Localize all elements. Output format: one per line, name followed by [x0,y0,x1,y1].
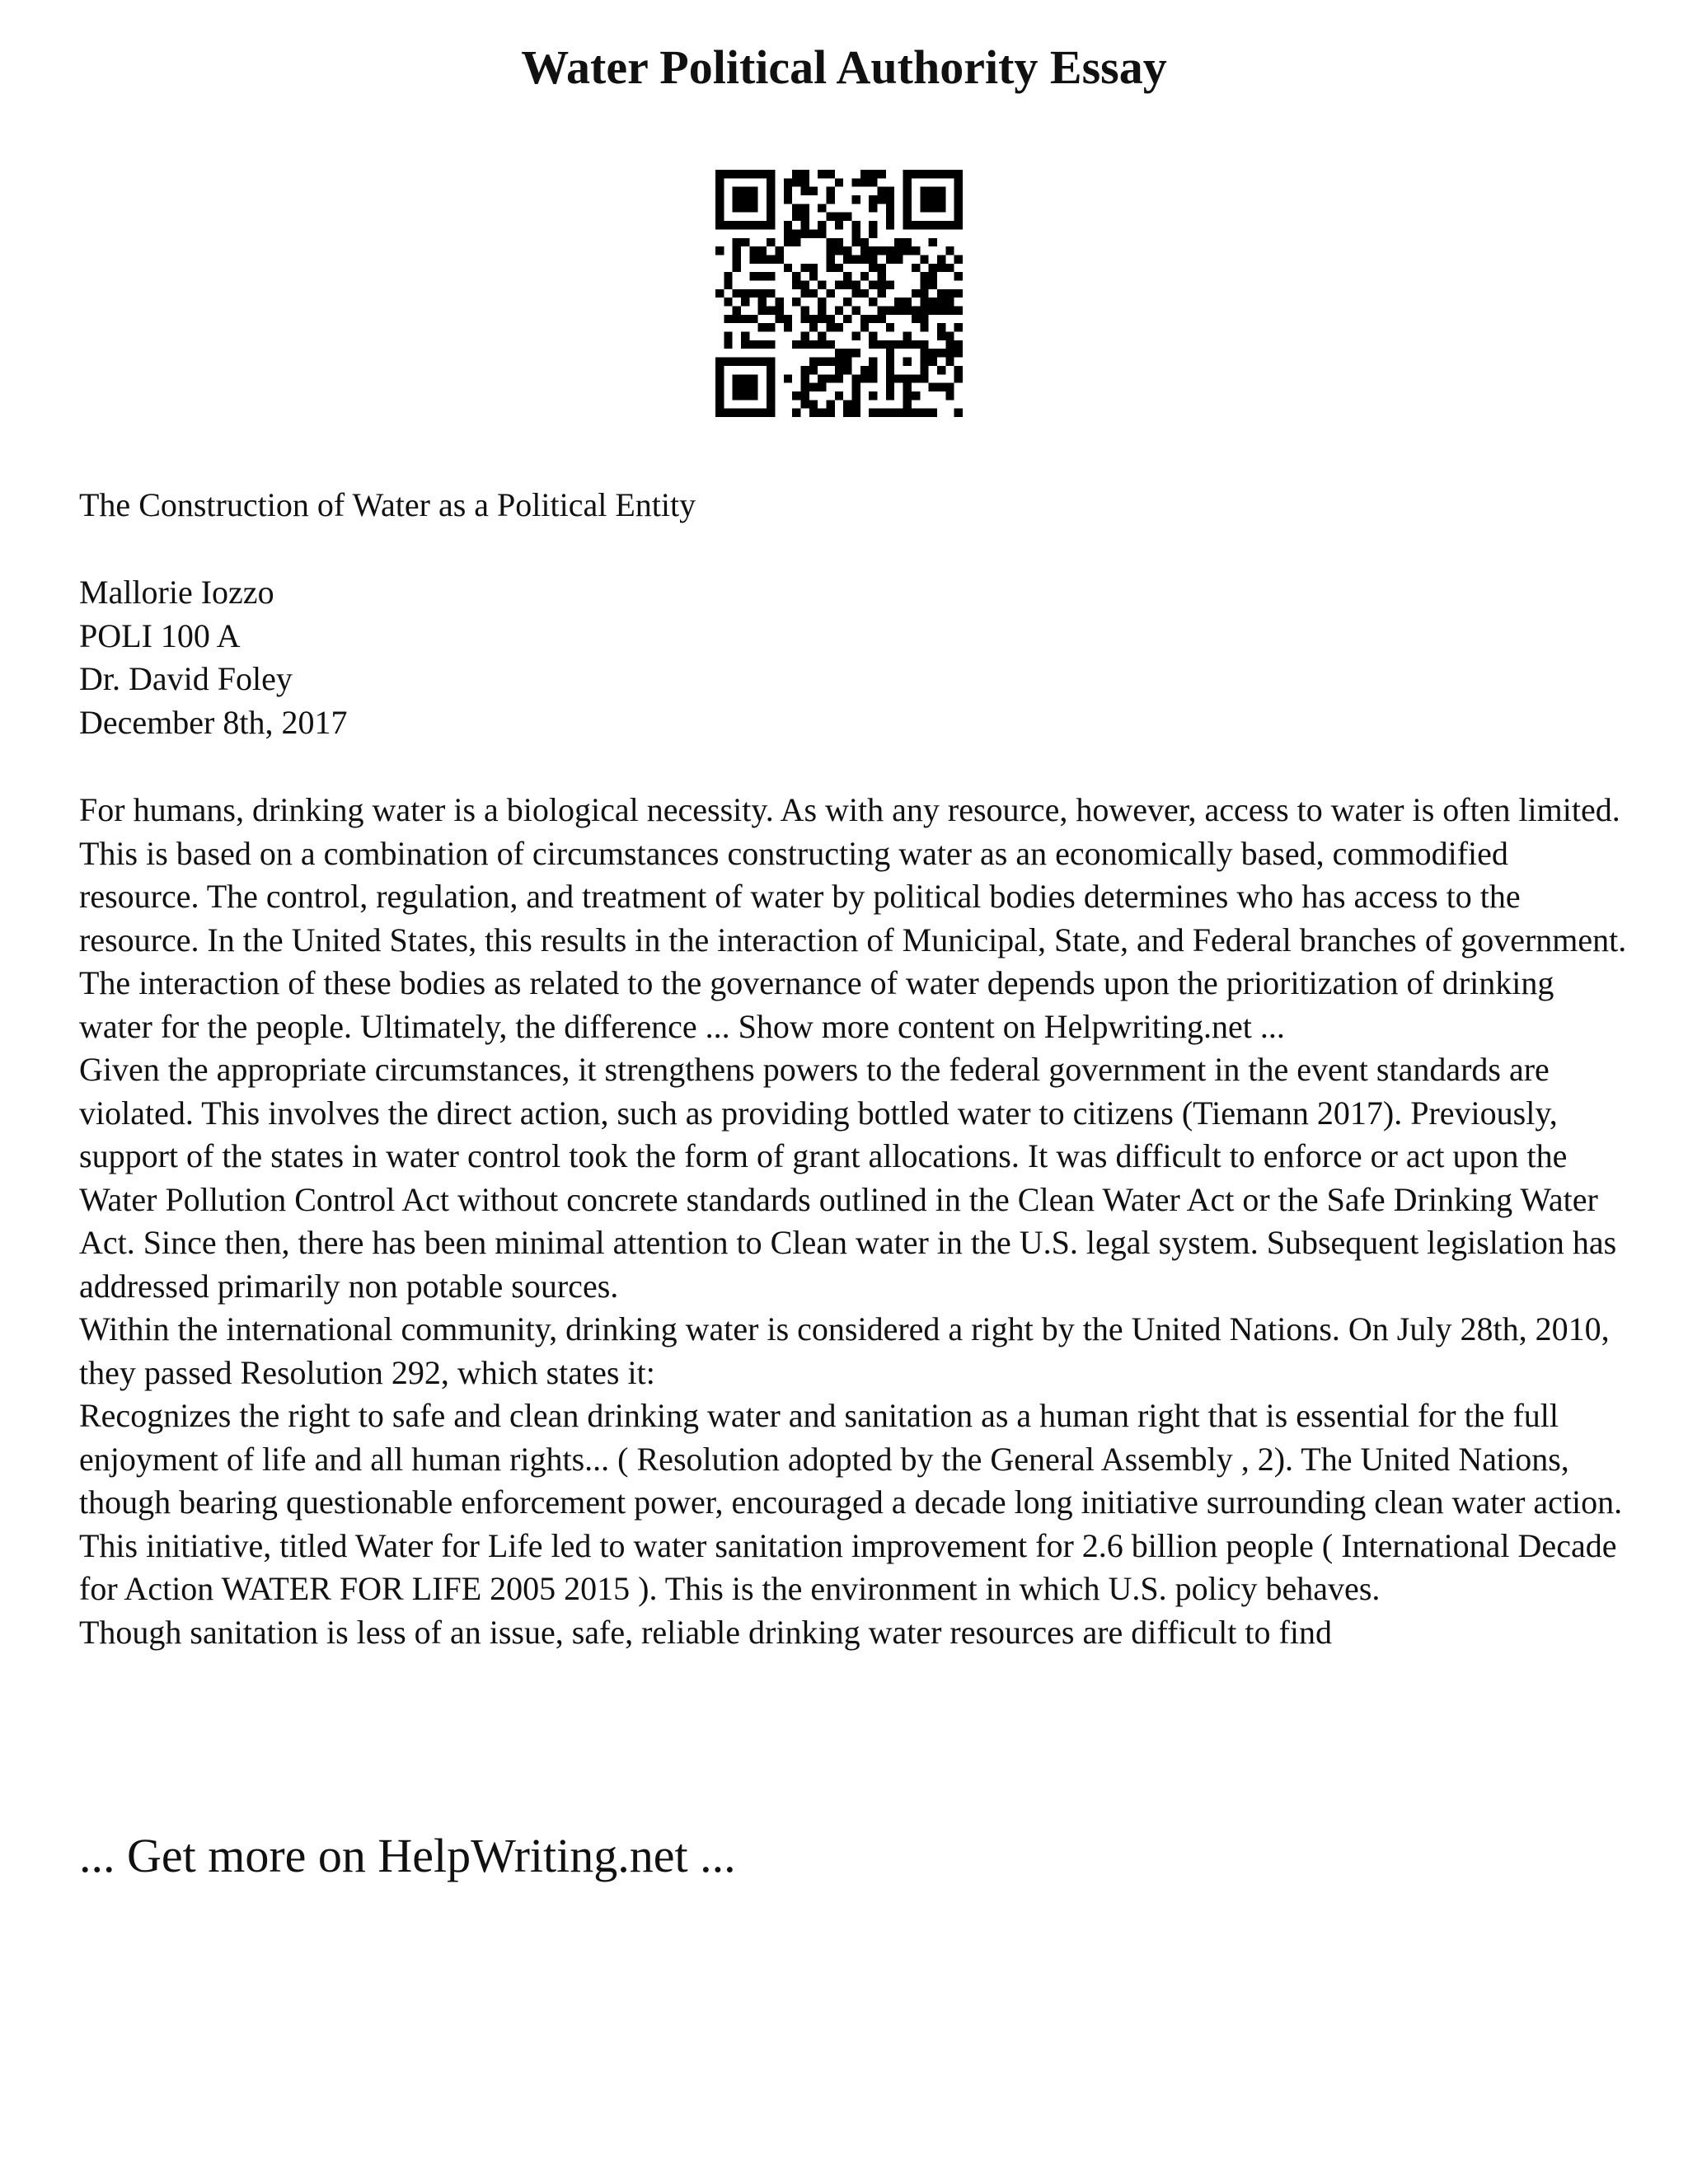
author-name: Mallorie Iozzo [79,574,274,611]
instructor-name: Dr. David Foley [79,660,293,697]
paragraph-1: For humans, drinking water is a biological necessity. As with any resource, however, access to water is often limited. This is based on a combination of circumstances constructing water as an economically based, commodified resource. The control, regulation, and treatment of water by political bodies determines who has access to the resource. In the United States, this results in the interaction of Municipal, State, and Federal branches of government. The interaction of these bodies as related to the governance of water depends upon the prioritization of drinking water for the people. Ultimately, the difference ... Show more content on Helpwriting.net ... [79,791,1627,1045]
paragraph-5: Though sanitation is less of an issue, safe, reliable drinking water resources are difficult to find [79,1613,1332,1651]
course-code: POLI 100 A [79,616,241,654]
essay-date: December 8th, 2017 [79,703,348,741]
paragraph-3: Within the international community, drinking water is considered a right by the United Nations. On July 28th, 2010, they passed Resolution 292, which states it: [79,1310,1610,1391]
essay-meta [79,571,1629,744]
qr-code-icon [715,170,963,417]
essay-body [79,789,1629,1654]
document-title: Water Political Authority Essay [521,40,1167,94]
paragraph-2: Given the appropriate circumstances, it strengthens powers to the federal government in the event standards are violated. This involves the direct action, such as providing bottled water to citizens (Tiemann 2017). Previously, support of the states in water control took the form of grant allocations. It was difficult to enforce or act upon the Water Pollution Control Act without concrete standards outlined in the Clean Water Act or the Safe Drinking Water Act. Since then, there has been minimal attention to Clean water in the U.S. legal system. Subsequent legislation has addressed primarily non potable sources. [79,1051,1617,1305]
paragraph-4: Recognizes the right to safe and clean drinking water and sanitation as a human right that is essential for the full enjoyment of life and all human rights... ( Resolution adopted by the General Assembly , 2). The United Nations, though bearing questionable enforcement power, encouraged a decade long initiative surrounding clean water action. This initiative, titled Water for Life led to water sanitation improvement for 2.6 billion people ( International Decade for Action WATER FOR LIFE 2005 2015 ). This is the environment in which U.S. policy behaves. [79,1397,1623,1607]
get-more-link[interactable]: ... Get more on HelpWriting.net ... [79,1829,736,1882]
essay-subtitle: The Construction of Water as a Political Entity [79,486,696,523]
